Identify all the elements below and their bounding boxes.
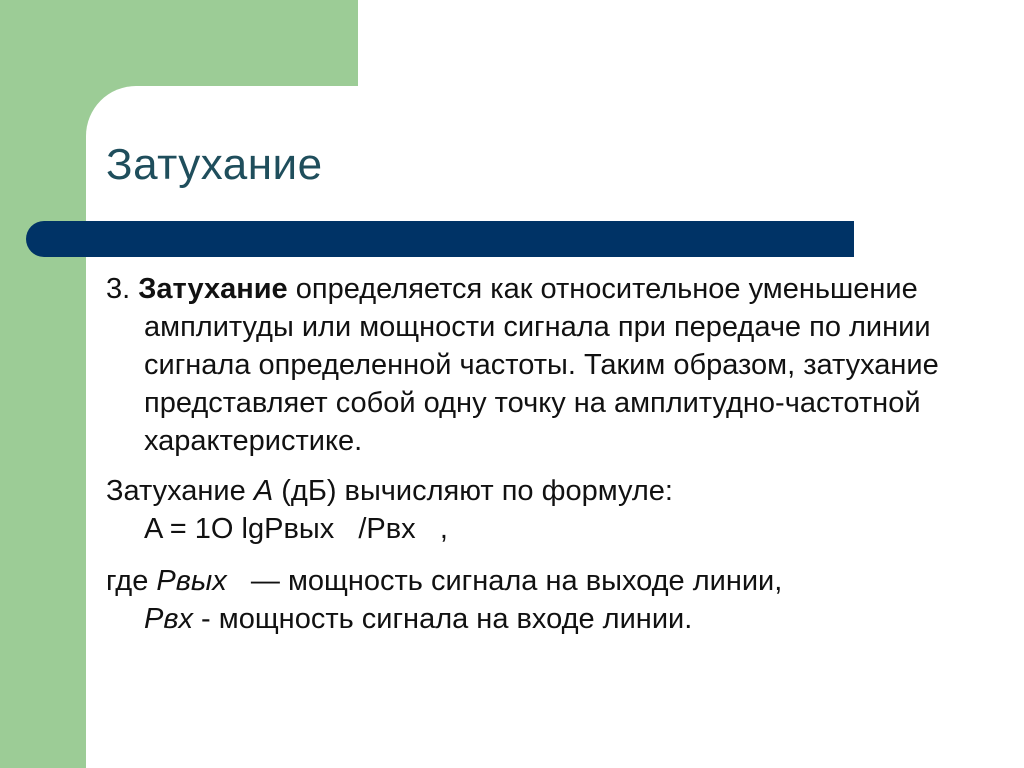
formula-intro-start: Затухание <box>106 475 246 507</box>
formula-variable-a: A <box>253 475 274 507</box>
slide-body <box>106 270 986 638</box>
formula-intro-end: (дБ) вычисляют по формуле: <box>281 475 673 507</box>
variable-pvyh: Pвых <box>156 565 227 597</box>
slide-title: Затухание <box>106 140 323 189</box>
bold-term: Затухание <box>138 273 288 305</box>
title-underline-bar <box>26 221 854 257</box>
paragraph-formula-intro <box>106 472 986 548</box>
green-band-left <box>0 0 86 768</box>
where-word: где <box>106 565 149 597</box>
item-number: 3. <box>106 273 131 305</box>
paragraph-definition <box>106 270 986 460</box>
pvh-description: - мощность сигнала на входе линии. <box>201 603 693 635</box>
variable-pvh: Pвх <box>144 603 193 635</box>
paragraph-where <box>106 562 986 638</box>
green-band-top <box>0 0 358 86</box>
definition-text: определяется как относительное уменьшение амплитуды или мощности сигнала при передаче по линии сигнала определенной частоты. Таким образом, затухание представляет собой одну точку на амплитудно-частотной характеристике. <box>144 273 939 457</box>
pvyh-description: — мощность сигнала на выходе линии, <box>250 565 783 597</box>
formula: A = 1O lgPвых /Pвх , <box>144 513 448 545</box>
pvh-line <box>106 600 986 638</box>
